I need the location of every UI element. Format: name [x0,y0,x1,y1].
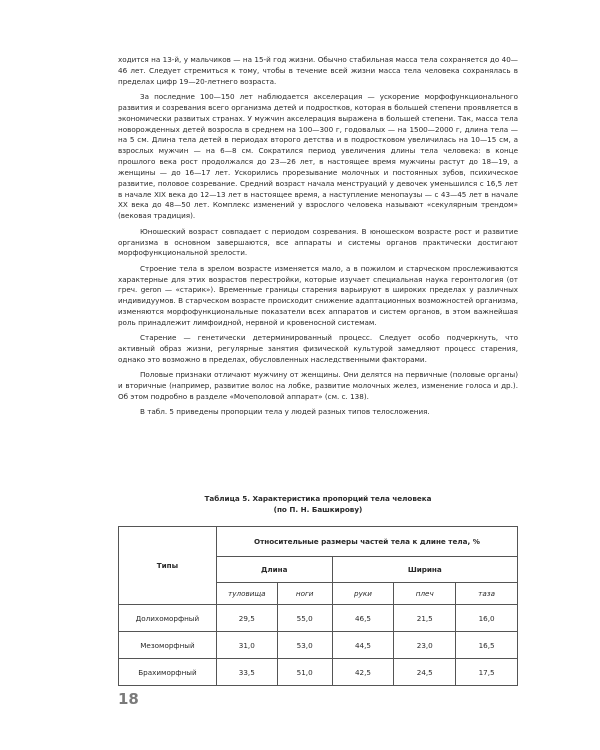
table-cell: 23,0 [394,632,456,659]
subheader-torso: туловища [216,583,277,605]
table-row [119,632,518,659]
paragraph: Юношеский возраст совпадает с периодом созревания. В юношеском возрасте рост и развитие организма в основном завершаются, все аппараты и системы органов практически достигают морфофункциональной зрелости. [118,226,518,258]
table-cell: 31,0 [216,632,277,659]
table-cell: 16,5 [456,632,518,659]
table-row [119,605,518,632]
table-cell: 51,0 [277,659,332,686]
paragraph: ходится на 13-й, у мальчиков — на 15-й год жизни. Обычно стабильная масса тела сохраняется до 40—46 лет. Следует стремиться к тому, чтобы в течение всей жизни масса тела человека сохранялась в пределах цифр 19—20-летнего возраста. [118,55,518,86]
subheader-pelvis: таза [456,583,518,605]
table-cell: 53,0 [277,632,332,659]
table-row [119,659,518,686]
table-caption-title: Таблица 5. Характеристика пропорций тела человека [204,494,432,503]
paragraph: За последние 100—150 лет наблюдается акселерация — ускорение морфофункционального развития и созревания всего организма детей и подростков, которая в большей степени проявляется в экономически развитых странах. У мужчин акселерация выражена в большей степени. Так, масса тела новорожденных детей возросла в среднем на 100—300 г, годовалых — на 1500—2000 г, длина тела — на 5 см. Длина тела детей в периодах второго детства и в подростковом увеличилась на 10—15 см, а взрослых мужчин — на 6—8 см. Сократился период увеличения длины тела человека: в конце прошлого века рост продолжался до 23—26 лет, в настоящее время мужчины растут до 18—19, а женщины — до 16—17 лет. Ускорились прорезывание молочных и постоянных зубов, психическое развитие, половое созревание. Средний возраст начала менструаций у девочек уменьшился с 16,5 лет в начале XIX века до 12—13 лет в настоящее время, а наступление менопаузы — с 43—45 лет в начале XX века до 48—50 лет. Комплекс изменений у взрослого человека называют «секулярным трендом» (вековая традиция). [118,92,518,221]
row-type-label: Долихоморфный [119,605,217,632]
column-header-width: Ширина [332,557,517,583]
paragraph: Строение тела в зрелом возрасте изменяется мало, а в пожилом и старческом прослеживаются характерные для этих возрастов перестройки, которые изучает специальная наука геронтология (от греч. geron — «старик»). Временные границы старения варьируют в широких пределах у различных индивидуумов. В старческом возрасте происходит снижение адаптационных возможностей организма, изменяются морфофункциональные показатели всех аппаратов и систем органов, в этом важнейшая роль принадлежит лимфоидной, нервной и кровеносной системам. [118,263,518,327]
table-cell: 29,5 [216,605,277,632]
paragraph: Старение — генетически детерминированный процесс. Следует особо подчеркнуть, что активный образ жизни, регулярные занятия физической культурой замедляют процесс старения, однако это возможно в пределах, обусловленных наследственными факторами. [118,333,518,364]
column-header-length: Длина [216,557,332,583]
subheader-leg: ноги [277,583,332,605]
paragraph: В табл. 5 приведены пропорции тела у людей разных типов телосложения. [140,407,430,417]
proportions-table [118,526,518,686]
row-type-label: Мезоморфный [119,632,217,659]
table-cell: 16,0 [456,605,518,632]
table-cell: 46,5 [332,605,394,632]
column-header-types: Типы [119,527,217,605]
table-cell: 17,5 [456,659,518,686]
subheader-arm: руки [332,583,394,605]
page-number: 18 [118,690,139,708]
body-text [118,55,518,418]
table-cell: 33,5 [216,659,277,686]
table-caption [118,494,518,515]
row-type-label: Брахиморфный [119,659,217,686]
subheader-shoulders: плеч [394,583,456,605]
table-cell: 55,0 [277,605,332,632]
group-header: Относительные размеры частей тела к длине тела, % [216,527,517,557]
table-caption-source: (по П. Н. Башкирову) [273,504,363,514]
paragraph: Половые признаки отличают мужчину от женщины. Они делятся на первичные (половые органы) и вторичные (например, развитие волос на лобке, развитие молочных желез, изменение голоса и др.). Об этом подробно в разделе «Мочеполовой аппарат» (см. с. 138). [118,370,518,401]
table-cell: 44,5 [332,632,394,659]
table-cell: 42,5 [332,659,394,686]
table-cell: 24,5 [394,659,456,686]
table-cell: 21,5 [394,605,456,632]
